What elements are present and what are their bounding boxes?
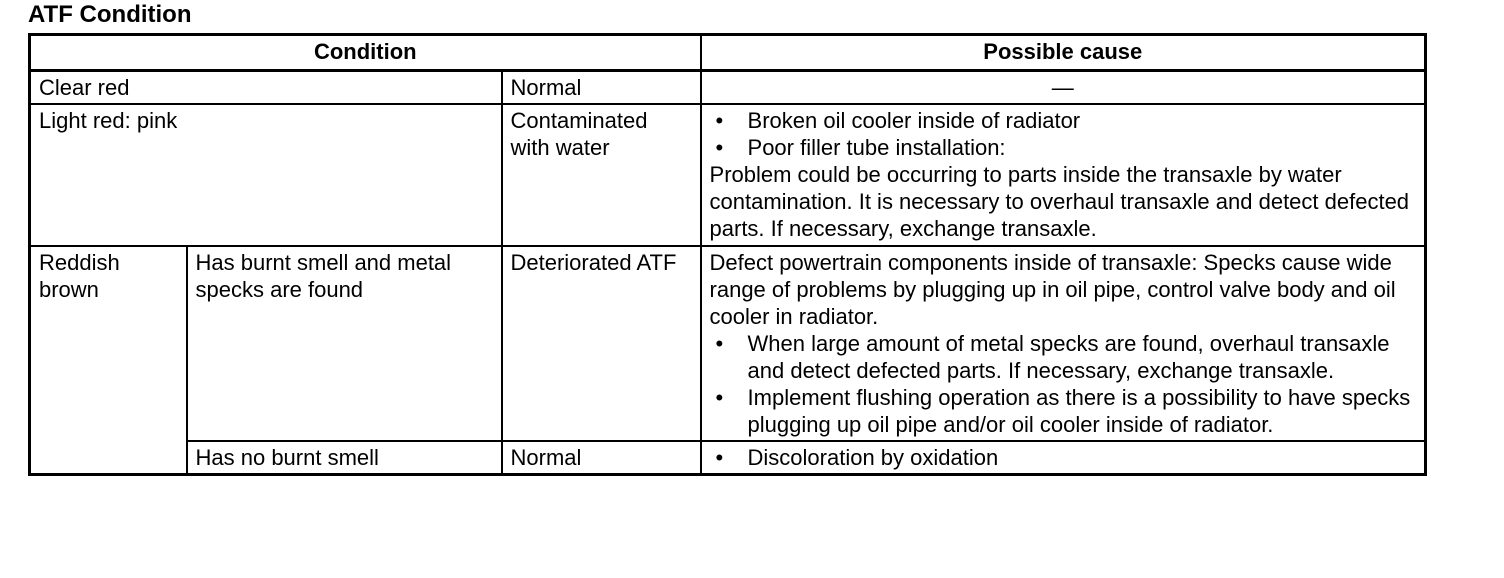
condition-state-cell: Normal [502,441,701,475]
possible-cause-cell [701,104,1426,246]
list-item: • Poor filler tube installation: [748,134,1417,161]
condition-color-cell: Reddish brown [30,246,187,475]
cause-text: Defect powertrain components inside of transaxle: Specks cause wide range of problems by plugging up in oil pipe, control valve body and oil cooler in radiator. [709,250,1396,329]
list-item: • Broken oil cooler inside of radiator [748,107,1417,134]
condition-color-cell: Light red: pink [30,104,502,246]
cause-bullet-list [710,330,1417,438]
atf-condition-table [28,33,1427,476]
condition-state-cell: Normal [502,71,701,105]
condition-smell-cell: Has burnt smell and metal specks are found [187,246,502,441]
page-title: ATF Condition [28,1,192,28]
condition-state-cell: Contaminated with water [502,104,701,246]
table-row [30,104,1426,246]
header-condition: Condition [30,35,701,71]
cause-bullet-list [710,107,1417,161]
possible-cause-cell: — [701,71,1426,105]
possible-cause-cell [701,246,1426,441]
list-item: • Implement flushing operation as there is a possibility to have specks plugging up oil pipe and/or oil cooler inside of radiator. [748,384,1417,438]
condition-smell-cell: Has no burnt smell [187,441,502,475]
cause-bullet-list [710,444,1417,471]
list-item: • When large amount of metal specks are found, overhaul transaxle and detect defected parts. If necessary, exchange transaxle. [748,330,1417,384]
table-row [30,441,1426,475]
list-item: • Discoloration by oxidation [748,444,1417,471]
table-row [30,71,1426,105]
cause-text: Problem could be occurring to parts inside the transaxle by water contamination. It is necessary to overhaul transaxle and detect defected parts. If necessary, exchange transaxle. [709,162,1410,241]
header-possible-cause: Possible cause [701,35,1426,71]
condition-state-cell: Deteriorated ATF [502,246,701,441]
table-header-row [30,35,1426,71]
condition-color-cell: Clear red [30,71,502,105]
possible-cause-cell [701,441,1426,475]
table-row [30,246,1426,441]
